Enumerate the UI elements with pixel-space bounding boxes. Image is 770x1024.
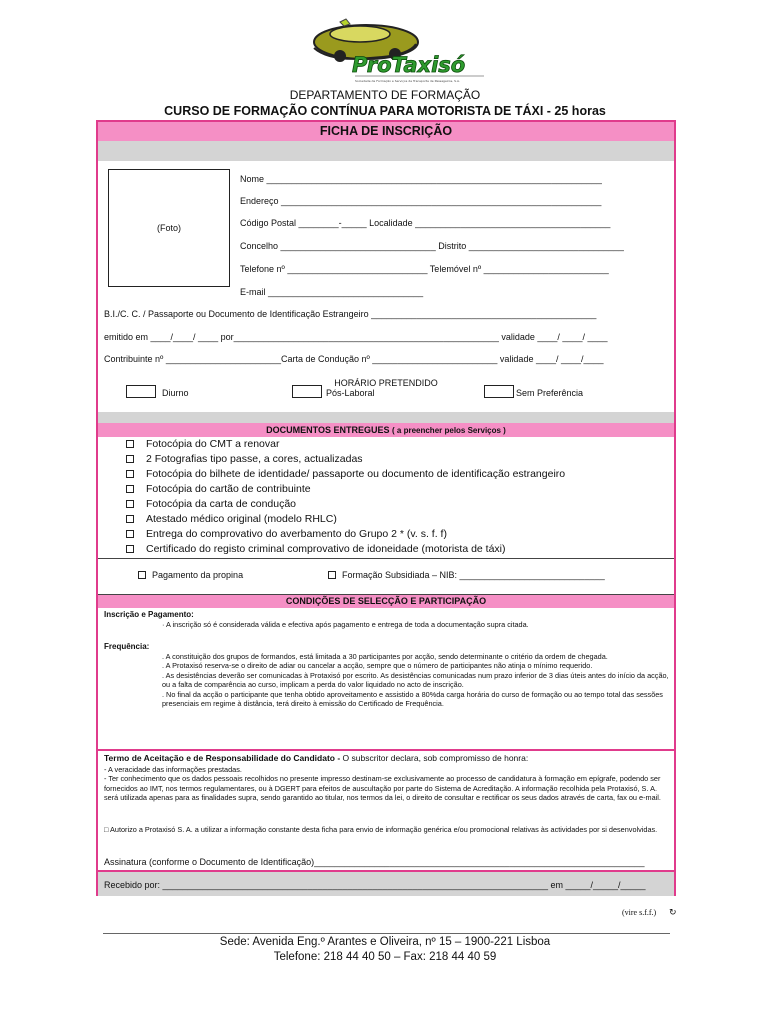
- department-title: DEPARTAMENTO DE FORMAÇÃO: [289, 88, 481, 102]
- term-line: - Ter conhecimento que os dados pessoais recolhidos no presente impresso destinam-se exclusivamente ao processo de candidatura à formação em epígrafe, podendo ser fornecidos ao IMT, nos termos regulamentares, ou à DGERT para efeitos de auscultação por parte do Sistema de Acreditação. A informação recolhida pela Protaxisó, S. A. será utilizada apenas para as finalidades supra, sendo garantido ao titular, nos termos da lei, o direito de consultar e rectificar os seus dados através de carta, fax ou e-mail.: [104, 774, 661, 803]
- phone-field[interactable]: Telefone nº ____________________________ Telemóvel nº _________________________: [240, 264, 609, 274]
- conditions-title: CONDIÇÕES DE SELECÇÃO E PARTICIPAÇÃO: [98, 595, 674, 608]
- schedule-day-checkbox[interactable]: [126, 385, 156, 398]
- payment-label: Pagamento da propina: [152, 570, 244, 580]
- doc-item[interactable]: [126, 528, 447, 540]
- doc-item-label: Entrega do comprovativo do averbamento do Grupo 2 * (v. s. f. f): [146, 528, 447, 540]
- checkbox-icon[interactable]: [138, 571, 146, 579]
- doc-item[interactable]: [126, 453, 363, 465]
- checkbox-icon[interactable]: [126, 500, 134, 508]
- received-field[interactable]: Recebido por: _____________________________________________________________________________ em _____/_____/_____: [104, 880, 646, 890]
- checkbox-icon[interactable]: [126, 455, 134, 463]
- page-turn-icon: ↻: [669, 907, 677, 917]
- doc-item-label: Certificado do registo criminal comprovativo de idoneidade (motorista de táxi): [146, 543, 506, 555]
- checkbox-icon[interactable]: [126, 470, 134, 478]
- doc-item[interactable]: [126, 543, 506, 555]
- form-title: FICHA DE INSCRIÇÃO: [98, 122, 674, 141]
- checkbox-icon[interactable]: [126, 545, 134, 553]
- issued-field[interactable]: emitido em ____/____/ ____ por_____________________________________________________ validade ____/ ____/ ____: [104, 332, 608, 342]
- checkbox-icon[interactable]: [126, 440, 134, 448]
- footer-rule: [103, 933, 670, 934]
- protaxiso-logo: [300, 18, 490, 90]
- frequency-item: . No final da acção o participante que tenha obtido aproveitamento e assistido a 80%da carga horária do curso de formação ou ao tempo total das sessões presenciais em regime à distância, terá direito à emissão do Certificado de Frequência.: [162, 689, 663, 709]
- schedule-day-label: Diurno: [162, 388, 189, 398]
- doc-item-label: Fotocópia da carta de condução: [146, 498, 297, 510]
- doc-item-label: Fotocópia do bilhete de identidade/ passaporte ou documento de identificação estrangeiro: [146, 468, 566, 480]
- photo-label: (Foto): [156, 223, 181, 233]
- doc-item-label: Fotocópia do CMT a renovar: [146, 438, 280, 450]
- divider: [98, 558, 674, 559]
- checkbox-icon[interactable]: [126, 515, 134, 523]
- doc-item-label: Atestado médico original (modelo RHLC): [146, 513, 337, 525]
- registration-heading: Inscrição e Pagamento:: [104, 610, 194, 619]
- course-title: CURSO DE FORMAÇÃO CONTÍNUA PARA MOTORISTA DE TÁXI - 25 horas: [164, 104, 606, 118]
- doc-item[interactable]: [126, 483, 311, 495]
- schedule-title: HORÁRIO PRETENDIDO: [334, 378, 438, 388]
- doc-item[interactable]: [126, 468, 565, 480]
- divider: [98, 749, 674, 751]
- postal-code-field[interactable]: Código Postal ________-_____ Localidade _______________________________________: [240, 218, 611, 228]
- frequency-text: [162, 652, 670, 708]
- photo-box[interactable]: [108, 169, 230, 287]
- documents-title-text: DOCUMENTOS ENTREGUES: [266, 425, 390, 435]
- term-text: [104, 765, 672, 803]
- schedule-evening-label: Pós-Laboral: [326, 388, 375, 398]
- signature-field[interactable]: Assinatura (conforme o Documento de Identificação)__________________________________________________________________: [104, 857, 645, 867]
- footer-phone: Telefone: 218 44 40 50 – Fax: 218 44 40 59: [273, 951, 497, 963]
- council-field[interactable]: Concelho _______________________________ Distrito _______________________________: [240, 241, 624, 251]
- checkbox-icon[interactable]: [328, 571, 336, 579]
- term-heading-bold: Termo de Aceitação e de Responsabilidade do Candidato -: [104, 753, 341, 763]
- doc-item-label: 2 Fotografias tipo passe, a cores, actualizadas: [146, 453, 363, 465]
- schedule-evening-checkbox[interactable]: [292, 385, 322, 398]
- schedule-any-label: Sem Preferência: [516, 388, 584, 398]
- frequency-heading: Frequência:: [104, 642, 150, 651]
- turn-over-note: (vire s.f.f.): [622, 908, 657, 917]
- term-intro: O subscritor declara, sob compromisso de honra:: [340, 753, 529, 763]
- documents-title: [98, 423, 674, 437]
- logo-tagline: Sociedade de Formação e Serviços de Transporte de Passageiros, S.A.: [355, 79, 460, 83]
- authorize-option[interactable]: □ Autorizo a Protaxisó S. A. a utilizar a informação constante desta ficha para envio de informação genérica e/ou promocional relativas às actividades por si desenvolvidas.: [104, 825, 658, 834]
- name-field[interactable]: Nome ___________________________________________________________________: [240, 174, 602, 184]
- taxpayer-field[interactable]: Contribuinte nº _______________________Carta de Condução nº _________________________ validade ____/ ____/____: [104, 354, 604, 364]
- doc-item[interactable]: [126, 438, 279, 450]
- registration-form: [96, 120, 676, 896]
- frequency-item: . As desistências deverão ser comunicadas à Protaxisó por escrito. As desistências comunicadas num prazo inferior de 3 dias úteis antes do início da acção, ou a falta de comparência ao curso, implicam a perda do valor liquidado no acto de inscrição.: [162, 670, 669, 690]
- term-heading: [104, 753, 672, 763]
- subsidized-label: Formação Subsidiada – NIB: _____________________________: [342, 570, 605, 580]
- gray-strip-2: [98, 412, 674, 423]
- schedule-any-checkbox[interactable]: [484, 385, 514, 398]
- documents-title-note: ( a preencher pelos Serviços ): [392, 426, 506, 435]
- doc-item-label: Fotocópia do cartão de contribuinte: [146, 483, 311, 495]
- term-line: - A veracidade das informações prestadas.: [104, 765, 242, 774]
- address-field[interactable]: Endereço ________________________________________________________________: [240, 196, 602, 206]
- checkbox-icon[interactable]: [126, 530, 134, 538]
- subsidized-option[interactable]: [328, 570, 605, 580]
- id-document-field[interactable]: B.I./C. C. / Passaporte ou Documento de Identificação Estrangeiro _____________________________________________: [104, 309, 597, 319]
- frequency-item: . A Protaxisó reserva-se o direito de adiar ou cancelar a acção, sempre que o número de participantes não atinja o mínimo requerido.: [162, 661, 593, 671]
- doc-item[interactable]: [126, 498, 296, 510]
- registration-text: · A inscrição só é considerada válida e efectiva após pagamento e entrega de toda a documentação supra citada.: [162, 620, 529, 629]
- logo-text: ProTaxisó: [352, 53, 466, 77]
- footer-address: Sede: Avenida Eng.º Arantes e Oliveira, nº 15 – 1900-221 Lisboa: [219, 936, 551, 948]
- gray-strip: [98, 141, 674, 161]
- checkbox-icon[interactable]: [126, 485, 134, 493]
- email-field[interactable]: E-mail _______________________________: [240, 287, 424, 297]
- doc-item[interactable]: [126, 513, 337, 525]
- frequency-item: . A constituição dos grupos de formandos, está limitada a 30 participantes por acção, sendo determinante o critério da ordem de chegada.: [162, 652, 608, 661]
- payment-option[interactable]: [138, 570, 243, 580]
